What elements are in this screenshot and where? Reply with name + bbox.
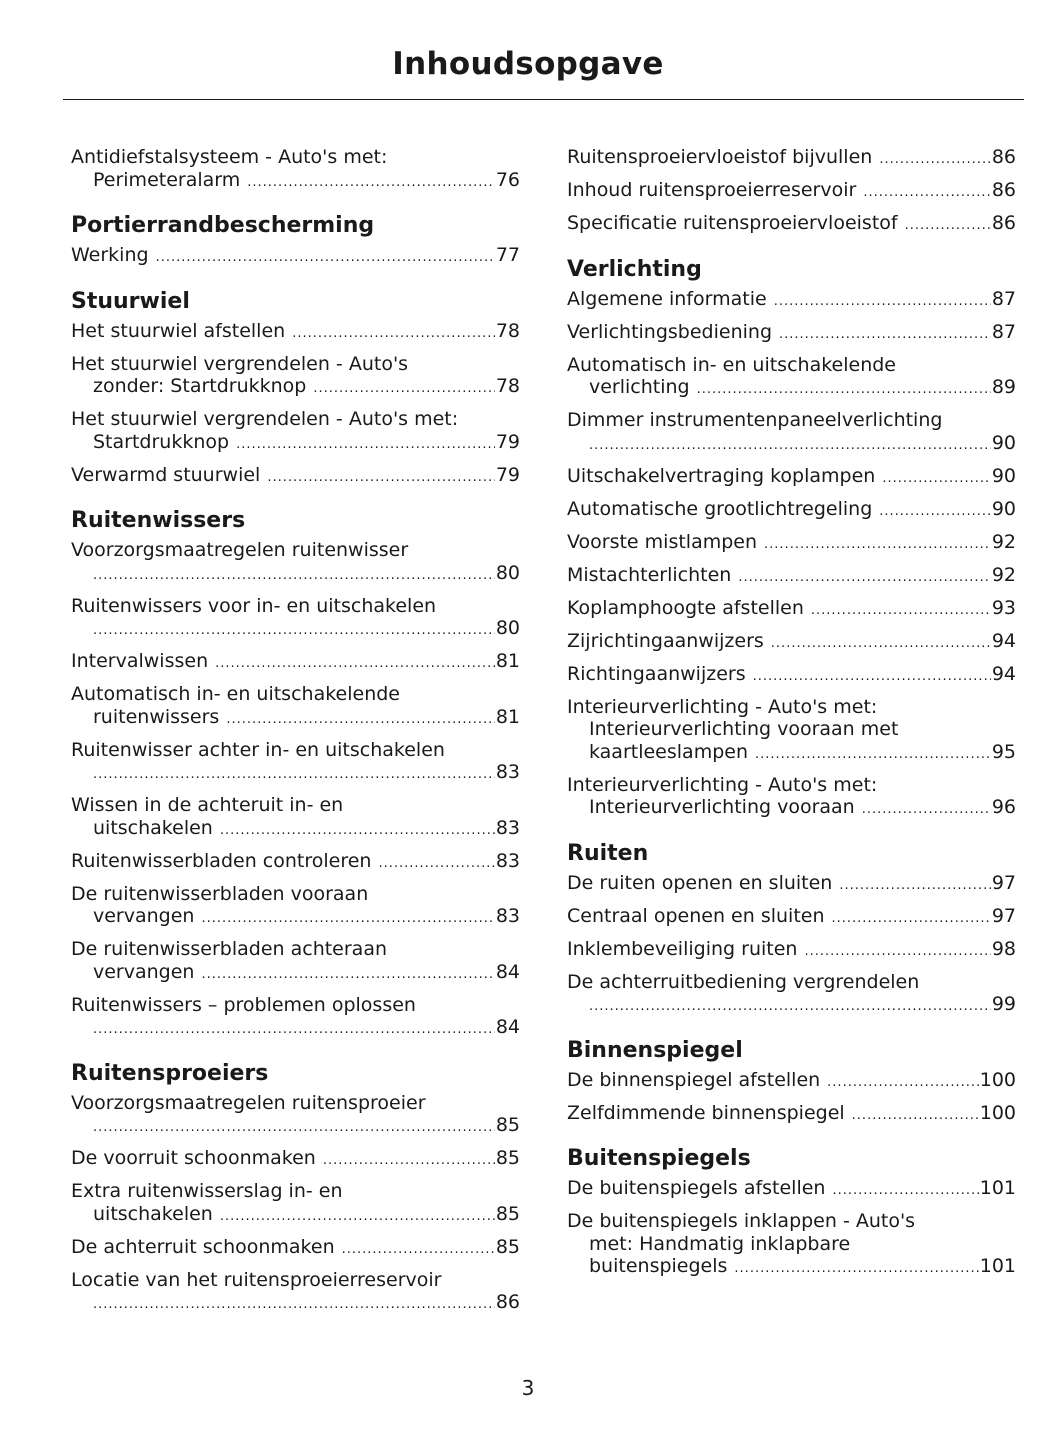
toc-section bbox=[71, 146, 520, 194]
toc-column-right bbox=[567, 146, 1016, 1298]
toc-page-number: 94 bbox=[991, 629, 1016, 652]
toc-entry-title: Interieurverlichting vooraan met bbox=[589, 718, 899, 740]
toc-entry[interactable] bbox=[567, 1069, 1016, 1095]
section-heading: Ruiten bbox=[567, 840, 649, 866]
toc-entry-line bbox=[71, 244, 520, 270]
dot-leader bbox=[734, 1258, 978, 1281]
toc-entry[interactable] bbox=[567, 938, 1016, 964]
dot-leader bbox=[827, 1072, 979, 1095]
toc-entry-title: Zelfdimmende binnenspiegel bbox=[567, 1101, 845, 1124]
toc-entry-title: ruitenwissers bbox=[93, 705, 220, 728]
toc-entry-title: Intervalwissen bbox=[71, 650, 209, 672]
toc-entry-title: Mistachterlichten bbox=[567, 563, 732, 586]
toc-entry-line bbox=[71, 1180, 520, 1203]
toc-entry-line bbox=[567, 597, 1016, 623]
dot-leader bbox=[226, 709, 494, 732]
dot-leader bbox=[93, 1117, 495, 1140]
toc-entry[interactable] bbox=[71, 850, 520, 876]
toc-entry[interactable] bbox=[567, 564, 1016, 590]
toc-entry-line bbox=[71, 1114, 520, 1140]
toc-page-number: 96 bbox=[991, 796, 1016, 818]
toc-entry-line bbox=[567, 409, 1016, 432]
toc-page-number: 90 bbox=[991, 497, 1016, 520]
toc-entry-line bbox=[71, 994, 520, 1017]
toc-entry-title: Automatisch in- en uitschakelende bbox=[71, 683, 400, 705]
toc-entry-title: kaartleeslampen bbox=[589, 740, 748, 763]
toc-entry-title: Automatische grootlichtregeling bbox=[567, 497, 873, 520]
toc-entry-line bbox=[71, 1236, 520, 1262]
toc-entry[interactable] bbox=[567, 663, 1016, 689]
dot-leader bbox=[839, 875, 990, 898]
toc-entry-title: vervangen bbox=[93, 960, 195, 983]
dot-leader bbox=[738, 567, 990, 590]
dot-leader bbox=[764, 534, 991, 557]
toc-section-binnenspiegel bbox=[567, 1036, 1016, 1128]
toc-page-number: 79 bbox=[495, 430, 520, 453]
toc-section-buitenspiegels bbox=[567, 1144, 1016, 1281]
dot-leader bbox=[93, 1019, 495, 1042]
toc-page-number: 76 bbox=[495, 168, 520, 191]
toc-page-number: 90 bbox=[991, 431, 1016, 454]
toc-entry-line bbox=[567, 432, 1016, 458]
toc-entry-line bbox=[567, 872, 1016, 898]
toc-entry-line bbox=[567, 321, 1016, 347]
toc-page-number: 78 bbox=[495, 319, 520, 342]
dot-leader bbox=[215, 653, 495, 676]
toc-entry-title: Centraal openen en sluiten bbox=[567, 904, 825, 927]
dot-leader bbox=[247, 172, 495, 195]
toc-entry-title: De achterruitbediening vergrendelen bbox=[567, 970, 920, 993]
toc-entry-line bbox=[71, 1016, 520, 1042]
toc-entry-line bbox=[567, 1177, 1016, 1203]
toc-entry-line bbox=[71, 562, 520, 588]
toc-entry[interactable] bbox=[567, 774, 1016, 822]
toc-entry[interactable] bbox=[71, 1092, 520, 1140]
toc-entry[interactable] bbox=[71, 683, 520, 731]
section-heading: Verlichting bbox=[567, 256, 702, 282]
toc-entry-title: De ruitenwisserbladen vooraan bbox=[71, 882, 369, 905]
toc-entry[interactable] bbox=[71, 353, 520, 401]
toc-entry-line bbox=[567, 1069, 1016, 1095]
toc-entry-line bbox=[71, 431, 520, 457]
toc-entry-line bbox=[567, 663, 1016, 689]
toc-entry-line bbox=[567, 465, 1016, 491]
toc-page-number: 101 bbox=[979, 1255, 1016, 1277]
dot-leader bbox=[313, 378, 494, 401]
toc-entry[interactable] bbox=[567, 696, 1016, 767]
toc-entry-title: Voorste mistlampen bbox=[567, 530, 758, 553]
section-heading: Ruitenwissers bbox=[71, 508, 246, 533]
toc-entry[interactable] bbox=[71, 739, 520, 787]
toc-entry-title: Interieurverlichting - Auto's met: bbox=[567, 695, 878, 718]
toc-entry[interactable] bbox=[71, 146, 520, 194]
toc-entry[interactable] bbox=[567, 1210, 1016, 1281]
dot-leader bbox=[323, 1150, 495, 1173]
toc-entry-title: Extra ruitenwisserslag in- en bbox=[71, 1180, 343, 1202]
toc-page-number: 92 bbox=[991, 563, 1016, 586]
toc-page-number: 87 bbox=[991, 287, 1016, 310]
toc-entry[interactable] bbox=[71, 794, 520, 842]
toc-entry-line bbox=[71, 169, 520, 195]
toc-entry-title: Verwarmd stuurwiel bbox=[71, 463, 261, 486]
dot-leader bbox=[342, 1239, 495, 1262]
toc-page-number: 86 bbox=[991, 146, 1016, 168]
toc-column-left bbox=[71, 146, 520, 1334]
toc-entry[interactable] bbox=[567, 1102, 1016, 1128]
toc-entry-title: Startdrukknop bbox=[93, 430, 230, 453]
toc-entry-line bbox=[71, 961, 520, 987]
toc-page-number: 89 bbox=[991, 376, 1016, 398]
dot-leader bbox=[779, 324, 991, 347]
toc-section-verlichting bbox=[567, 255, 1016, 822]
toc-entry-title: Interieurverlichting - Auto's met: bbox=[567, 773, 878, 796]
toc-entry-line bbox=[71, 905, 520, 931]
toc-entry-line bbox=[71, 850, 520, 876]
toc-entry-line bbox=[71, 650, 520, 676]
toc-entry-line bbox=[567, 741, 1016, 767]
page-title: Inhoudsopgave bbox=[392, 46, 664, 82]
dot-leader bbox=[697, 379, 991, 402]
toc-entry-line bbox=[71, 1291, 520, 1317]
toc-page-number: 100 bbox=[979, 1068, 1016, 1091]
dot-leader bbox=[879, 149, 991, 172]
toc-entry-title: De voorruit schoonmaken bbox=[71, 1147, 316, 1169]
toc-entry[interactable] bbox=[71, 938, 520, 986]
toc-entry-title: De ruitenwisserbladen achteraan bbox=[71, 938, 388, 960]
toc-page-number: 83 bbox=[495, 761, 520, 783]
dot-leader bbox=[755, 744, 991, 767]
dot-leader bbox=[863, 182, 990, 205]
toc-entry-line bbox=[71, 539, 520, 562]
toc-entry-line bbox=[71, 464, 520, 490]
toc-page-number: 85 bbox=[495, 1147, 520, 1169]
dot-leader bbox=[862, 799, 991, 822]
toc-entry[interactable] bbox=[567, 971, 1016, 1019]
toc-entry-title: Ruitensproeiervloeistof bijvullen bbox=[567, 146, 873, 168]
toc-page-number: 83 bbox=[495, 905, 520, 927]
toc-entry[interactable] bbox=[71, 1236, 520, 1262]
toc-entry[interactable] bbox=[71, 539, 520, 587]
toc-entry[interactable] bbox=[567, 905, 1016, 931]
toc-entry[interactable] bbox=[71, 650, 520, 676]
dot-leader bbox=[93, 565, 495, 588]
title-divider bbox=[63, 99, 1024, 100]
toc-entry-title: Het stuurwiel vergrendelen - Auto's bbox=[71, 352, 409, 375]
toc-entry-title: verlichting bbox=[589, 376, 690, 398]
toc-entry-line bbox=[567, 288, 1016, 314]
toc-entry-line bbox=[71, 706, 520, 732]
toc-entry-title: Ruitenwissers – problemen oplossen bbox=[71, 993, 416, 1016]
dot-leader bbox=[882, 468, 990, 491]
toc-entry-title: Interieurverlichting vooraan bbox=[589, 796, 855, 818]
toc-entry[interactable] bbox=[71, 320, 520, 346]
toc-entry-line bbox=[567, 971, 1016, 994]
section-heading: Buitenspiegels bbox=[567, 1146, 751, 1171]
toc-entry-line bbox=[71, 817, 520, 843]
toc-entry[interactable] bbox=[71, 1147, 520, 1173]
toc-entry[interactable] bbox=[71, 1269, 520, 1317]
toc-entry[interactable] bbox=[567, 498, 1016, 524]
dot-leader bbox=[771, 633, 991, 656]
toc-entry[interactable] bbox=[567, 597, 1016, 623]
toc-entry-title: Ruitenwisserbladen controleren bbox=[71, 849, 372, 872]
toc-entry[interactable] bbox=[567, 1177, 1016, 1203]
toc-page-number: 81 bbox=[495, 705, 520, 728]
toc-page-number: 81 bbox=[495, 650, 520, 672]
toc-entry[interactable] bbox=[567, 288, 1016, 314]
toc-section-ruiten bbox=[567, 839, 1016, 1019]
toc-entry-title: vervangen bbox=[93, 905, 195, 927]
toc-page-number: 92 bbox=[991, 530, 1016, 553]
toc-entry-line bbox=[567, 630, 1016, 656]
toc-entry[interactable] bbox=[71, 883, 520, 931]
toc-entry-line bbox=[567, 1233, 1016, 1256]
dot-leader bbox=[201, 908, 494, 931]
dot-leader bbox=[879, 501, 991, 524]
toc-entry-line bbox=[567, 905, 1016, 931]
toc-entry-title: met: Handmatig inklapbare bbox=[589, 1232, 851, 1255]
toc-page-number: 79 bbox=[495, 463, 520, 486]
toc-page-number: 97 bbox=[991, 904, 1016, 927]
toc-entry-line bbox=[567, 1255, 1016, 1281]
toc-entry-title: Antidiefstalsysteem - Auto's met: bbox=[71, 146, 388, 168]
toc-entry-line bbox=[567, 531, 1016, 557]
toc-entry-line bbox=[71, 761, 520, 787]
toc-page-number: 80 bbox=[495, 561, 520, 584]
toc-page-number: 101 bbox=[979, 1177, 1016, 1199]
toc-page-number: 84 bbox=[495, 1016, 520, 1038]
toc-page-number: 94 bbox=[991, 662, 1016, 685]
toc-entry-line bbox=[567, 564, 1016, 590]
toc-entry-line bbox=[71, 1269, 520, 1292]
toc-entry-title: Inklembeveiliging ruiten bbox=[567, 937, 798, 960]
dot-leader bbox=[589, 996, 991, 1019]
toc-entry-title: De buitenspiegels afstellen bbox=[567, 1177, 826, 1199]
toc-entry-line bbox=[71, 683, 520, 706]
toc-entry[interactable] bbox=[71, 244, 520, 270]
toc-entry-title: Het stuurwiel afstellen bbox=[71, 319, 286, 342]
dot-leader bbox=[93, 764, 495, 787]
toc-entry-title: Ruitenwisser achter in- en uitschakelen bbox=[71, 738, 445, 761]
toc-page-number: 77 bbox=[495, 244, 520, 266]
toc-entry[interactable] bbox=[71, 408, 520, 456]
toc-entry-line bbox=[71, 617, 520, 643]
toc-page-number: 90 bbox=[991, 464, 1016, 487]
toc-entry[interactable] bbox=[71, 595, 520, 643]
toc-entry-line bbox=[567, 376, 1016, 402]
toc-entry-title: Perimeteralarm bbox=[93, 168, 241, 191]
toc-entry[interactable] bbox=[567, 179, 1016, 205]
toc-entry-line bbox=[71, 1203, 520, 1229]
toc-page-number: 80 bbox=[495, 617, 520, 639]
toc-page-number: 95 bbox=[991, 740, 1016, 763]
section-heading: Ruitensproeiers bbox=[71, 1060, 269, 1086]
toc-section-ruitensproeiers bbox=[71, 1059, 520, 1317]
toc-entry-line bbox=[71, 353, 520, 376]
toc-entry-title: Ruitenwissers voor in- en uitschakelen bbox=[71, 594, 437, 617]
dot-leader bbox=[905, 215, 991, 238]
dot-leader bbox=[220, 1206, 495, 1229]
dot-leader bbox=[753, 666, 991, 689]
toc-entry-line bbox=[71, 595, 520, 618]
dot-leader bbox=[93, 620, 495, 643]
toc-entry-line bbox=[567, 1210, 1016, 1233]
toc-page-number: 87 bbox=[991, 320, 1016, 343]
toc-page-number: 84 bbox=[495, 960, 520, 983]
dot-leader bbox=[852, 1105, 979, 1128]
toc-entry-title: Dimmer instrumentenpaneelverlichting bbox=[567, 409, 943, 431]
toc-entry-title: buitenspiegels bbox=[589, 1255, 728, 1277]
section-heading: Portierrandbescherming bbox=[71, 213, 375, 238]
toc-entry-line bbox=[567, 774, 1016, 797]
toc-page-number: 93 bbox=[991, 596, 1016, 619]
toc-entry[interactable] bbox=[567, 409, 1016, 457]
toc-entry-title: Inhoud ruitensproeierreservoir bbox=[567, 179, 857, 201]
toc-page-number: 100 bbox=[979, 1101, 1016, 1124]
toc-section bbox=[567, 146, 1016, 238]
toc-entry[interactable] bbox=[71, 464, 520, 490]
toc-entry-title: De achterruit schoonmaken bbox=[71, 1235, 335, 1258]
toc-page-number: 78 bbox=[495, 375, 520, 397]
dot-leader bbox=[201, 964, 494, 987]
toc-entry-title: Uitschakelvertraging koplampen bbox=[567, 464, 876, 487]
toc-entry-line bbox=[567, 179, 1016, 205]
dot-leader bbox=[774, 291, 991, 314]
toc-entry-title: Specificatie ruitensproeiervloeistof bbox=[567, 212, 898, 234]
dot-leader bbox=[804, 941, 990, 964]
page-number: 3 bbox=[521, 1376, 535, 1400]
toc-entry[interactable] bbox=[567, 321, 1016, 347]
dot-leader bbox=[589, 435, 991, 458]
toc-entry-line bbox=[71, 938, 520, 961]
toc-entry-line bbox=[71, 1092, 520, 1115]
toc-entry-title: uitschakelen bbox=[93, 1202, 213, 1225]
toc-entry-title: zonder: Startdrukknop bbox=[93, 375, 307, 397]
dot-leader bbox=[156, 247, 495, 270]
toc-entry-line bbox=[567, 498, 1016, 524]
dot-leader bbox=[236, 434, 495, 457]
toc-entry-title: Het stuurwiel vergrendelen - Auto's met: bbox=[71, 408, 459, 430]
toc-entry-line bbox=[71, 1147, 520, 1173]
toc-page-number: 86 bbox=[495, 1291, 520, 1313]
toc-entry-title: Wissen in de achteruit in- en bbox=[71, 794, 344, 816]
toc-entry-line bbox=[71, 883, 520, 906]
toc-entry-title: Voorzorgsmaatregelen ruitenwisser bbox=[71, 539, 409, 561]
dot-leader bbox=[93, 1294, 495, 1317]
toc-entry-title: Voorzorgsmaatregelen ruitensproeier bbox=[71, 1091, 426, 1114]
toc-section-ruitenwissers bbox=[71, 506, 520, 1042]
toc-entry-title: Automatisch in- en uitschakelende bbox=[567, 353, 896, 376]
toc-entry-title: De binnenspiegel afstellen bbox=[567, 1068, 821, 1091]
toc-entry[interactable] bbox=[567, 354, 1016, 402]
toc-entry-title: Richtingaanwijzers bbox=[567, 662, 746, 685]
toc-entry-title: uitschakelen bbox=[93, 816, 213, 839]
toc-entry-title: De buitenspiegels inklappen - Auto's bbox=[567, 1210, 916, 1232]
toc-entry-line bbox=[567, 354, 1016, 377]
toc-page-number: 85 bbox=[495, 1114, 520, 1136]
toc-entry[interactable] bbox=[567, 465, 1016, 491]
toc-entry-line bbox=[567, 696, 1016, 719]
dot-leader bbox=[220, 820, 495, 843]
toc-entry-line bbox=[567, 146, 1016, 172]
toc-section-portierrandbescherming bbox=[71, 211, 520, 270]
toc-entry-line bbox=[567, 718, 1016, 741]
dot-leader bbox=[292, 323, 495, 346]
toc-entry[interactable] bbox=[567, 146, 1016, 172]
toc-entry-title: Locatie van het ruitensproeierreservoir bbox=[71, 1268, 442, 1291]
toc-page-number: 97 bbox=[991, 871, 1016, 894]
toc-entry-title: Zijrichtingaanwijzers bbox=[567, 629, 764, 652]
toc-entry-line bbox=[71, 375, 520, 401]
toc-entry-line bbox=[567, 212, 1016, 238]
toc-page-number: 85 bbox=[495, 1235, 520, 1258]
section-heading: Stuurwiel bbox=[71, 288, 190, 314]
toc-entry[interactable] bbox=[567, 630, 1016, 656]
dot-leader bbox=[832, 1180, 978, 1203]
toc-entry-line bbox=[71, 794, 520, 817]
toc-entry[interactable] bbox=[567, 212, 1016, 238]
dot-leader bbox=[267, 467, 494, 490]
toc-page-number: 86 bbox=[991, 179, 1016, 201]
toc-entry-line bbox=[567, 938, 1016, 964]
dot-leader bbox=[811, 600, 991, 623]
toc-page-number: 86 bbox=[991, 212, 1016, 234]
toc-entry-line bbox=[567, 796, 1016, 822]
toc-entry-title: De ruiten openen en sluiten bbox=[567, 871, 833, 894]
toc-entry[interactable] bbox=[71, 994, 520, 1042]
toc-entry-line bbox=[567, 1102, 1016, 1128]
toc-section-stuurwiel bbox=[71, 287, 520, 490]
toc-page-number: 83 bbox=[495, 849, 520, 872]
toc-entry-line bbox=[71, 408, 520, 431]
section-heading: Binnenspiegel bbox=[567, 1037, 743, 1063]
toc-entry-title: Algemene informatie bbox=[567, 287, 767, 310]
toc-entry[interactable] bbox=[567, 872, 1016, 898]
toc-entry-line bbox=[71, 320, 520, 346]
toc-entry-line bbox=[71, 146, 520, 169]
toc-entry-title: Verlichtingsbediening bbox=[567, 320, 773, 343]
toc-entry[interactable] bbox=[71, 1180, 520, 1228]
toc-page-number: 85 bbox=[495, 1202, 520, 1225]
toc-page-number: 99 bbox=[991, 993, 1016, 1015]
toc-entry[interactable] bbox=[567, 531, 1016, 557]
dot-leader bbox=[832, 908, 991, 931]
dot-leader bbox=[378, 853, 494, 876]
toc-entry-line bbox=[71, 739, 520, 762]
toc-entry-line bbox=[567, 993, 1016, 1019]
toc-entry-title: Werking bbox=[71, 244, 149, 266]
toc-page-number: 98 bbox=[991, 937, 1016, 960]
toc-entry-title: Koplamphoogte afstellen bbox=[567, 596, 804, 619]
toc-page-number: 83 bbox=[495, 816, 520, 839]
